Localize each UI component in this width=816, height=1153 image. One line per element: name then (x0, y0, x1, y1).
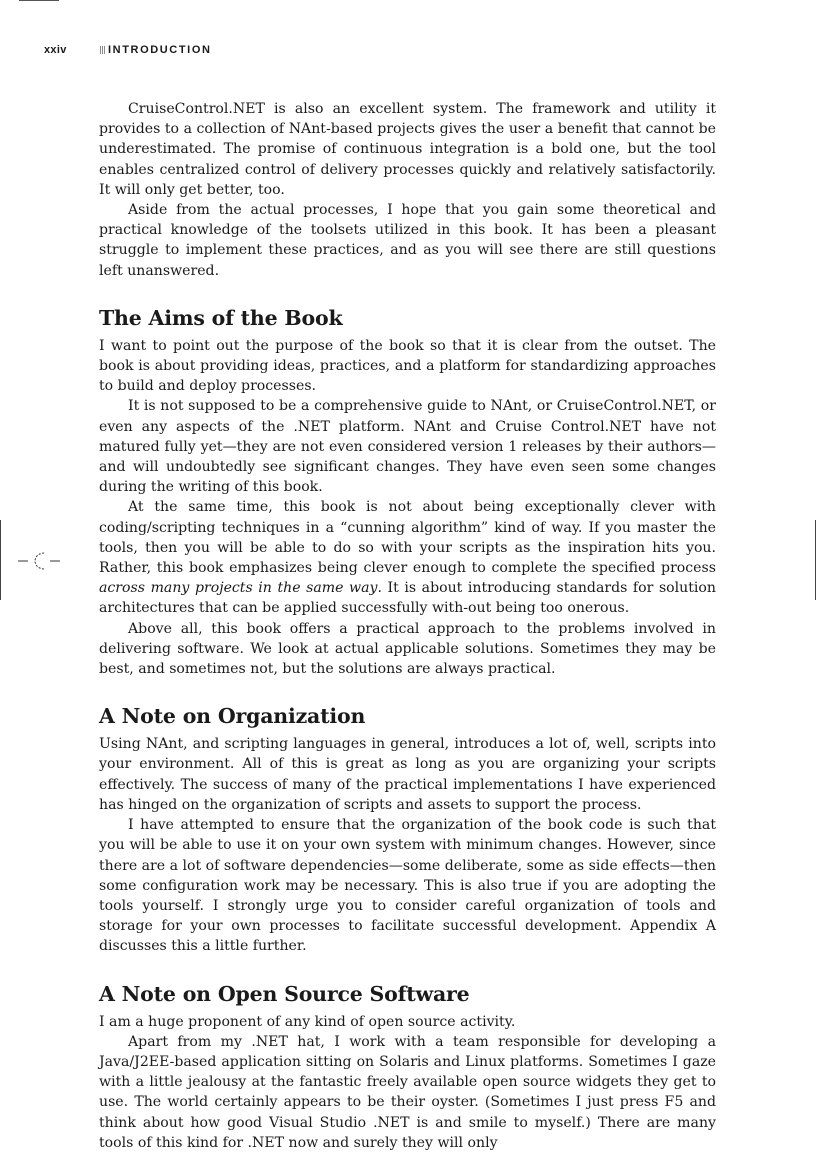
paragraph-text: . It is about introducing standards for solution architectures that can be applied successfully with-out being too onerous. (99, 580, 716, 617)
emphasized-phrase: across many projects in the same way (99, 580, 378, 597)
body-paragraph: Above all, this book offers a practical approach to the problems involved in delivering software. We look at actual applicable solutions. Sometimes they may be best, and sometimes not, but the solutions are always practical. (99, 620, 716, 678)
running-header (44, 43, 212, 57)
body-paragraph: CruiseControl.NET is also an excellent system. The framework and utility it provides to a collection of NAnt-based projects gives the user a benefit that cannot be underestimated. The promise of continuous integration is a bold one, but the tool enables centralized control of delivery processes quickly and relatively satisfactorily. It will only get better, too. (99, 101, 716, 198)
margin-rule-left (0, 520, 1, 600)
body-paragraph: Apart from my .NET hat, I work with a team responsible for developing a Java/J2EE-based application sitting on Solaris and Linux platforms. Sometimes I gaze with a little jealousy at the fantastic freely available open source widgets they get to use. The world certainly appears to be their oyster. (Sometimes I just press F5 and think about how good Visual Studio .NET is and smile to myself.) There are many tools of this kind for .NET now and surely they will only (99, 1033, 716, 1151)
paragraph-text: At the same time, this book is not about being exceptionally clever with coding/scripting techniques in a “cunning algorithm” kind of way. If you master the tools, then you will be able to do so with your scripts as the inspiration hits you. Rather, this book emphasizes being clever enough to complete the specified process (99, 499, 716, 577)
crop-mark-top (19, 0, 59, 1)
body-paragraph: Using NAnt, and scripting languages in general, introduces a lot of, well, scripts into your environment. All of this is great as long as you are organizing your scripts effectively. The success of many of the practical implementations I have experienced has hinged on the organization of scripts and assets to support the process. (99, 736, 716, 813)
registration-mark-icon (18, 550, 62, 574)
body-paragraph (99, 497, 716, 618)
page-body (99, 99, 716, 1153)
section-heading-open-source: A Note on Open Source Software (99, 981, 470, 1006)
section-heading-organization: A Note on Organization (99, 704, 366, 729)
body-paragraph: I am a huge proponent of any kind of open source activity. (99, 1013, 516, 1030)
body-paragraph: I want to point out the purpose of the book so that it is clear from the outset. The book is about providing ideas, practices, and a platform for standardizing approaches to build and deploy processes. (99, 337, 716, 395)
section-heading-aims: The Aims of the Book (99, 305, 343, 330)
body-paragraph: It is not supposed to be a comprehensive guide to NAnt, or CruiseControl.NET, or even any aspects of the .NET platform. NAnt and Cruise Control.NET have not matured fully yet—they are not even considered version 1 releases by their authors—and will undoubtedly see significant changes. They have even seen some changes during the writing of this book. (99, 398, 716, 496)
header-ornament-icon (100, 46, 106, 54)
body-paragraph: Aside from the actual processes, I hope that you gain some theoretical and practical knowledge of the toolsets utilized in this book. It has been a pleasant struggle to implement these practices, and as you will see there are still questions left unanswered. (99, 202, 716, 279)
page-number: xxiv (44, 44, 67, 56)
body-paragraph: I have attempted to ensure that the organization of the book code is such that you will be able to use it on your own system with minimum changes. However, since there are a lot of software dependencies—some deliberate, some as side effects—then some configuration work may be necessary. This is also true if you are adopting the tools yourself. I strongly urge you to consider careful organization of tools and storage for your own processes to facilitate successful development. Appendix A discusses this a little further. (99, 817, 716, 955)
running-title: INTRODUCTION (108, 44, 212, 56)
